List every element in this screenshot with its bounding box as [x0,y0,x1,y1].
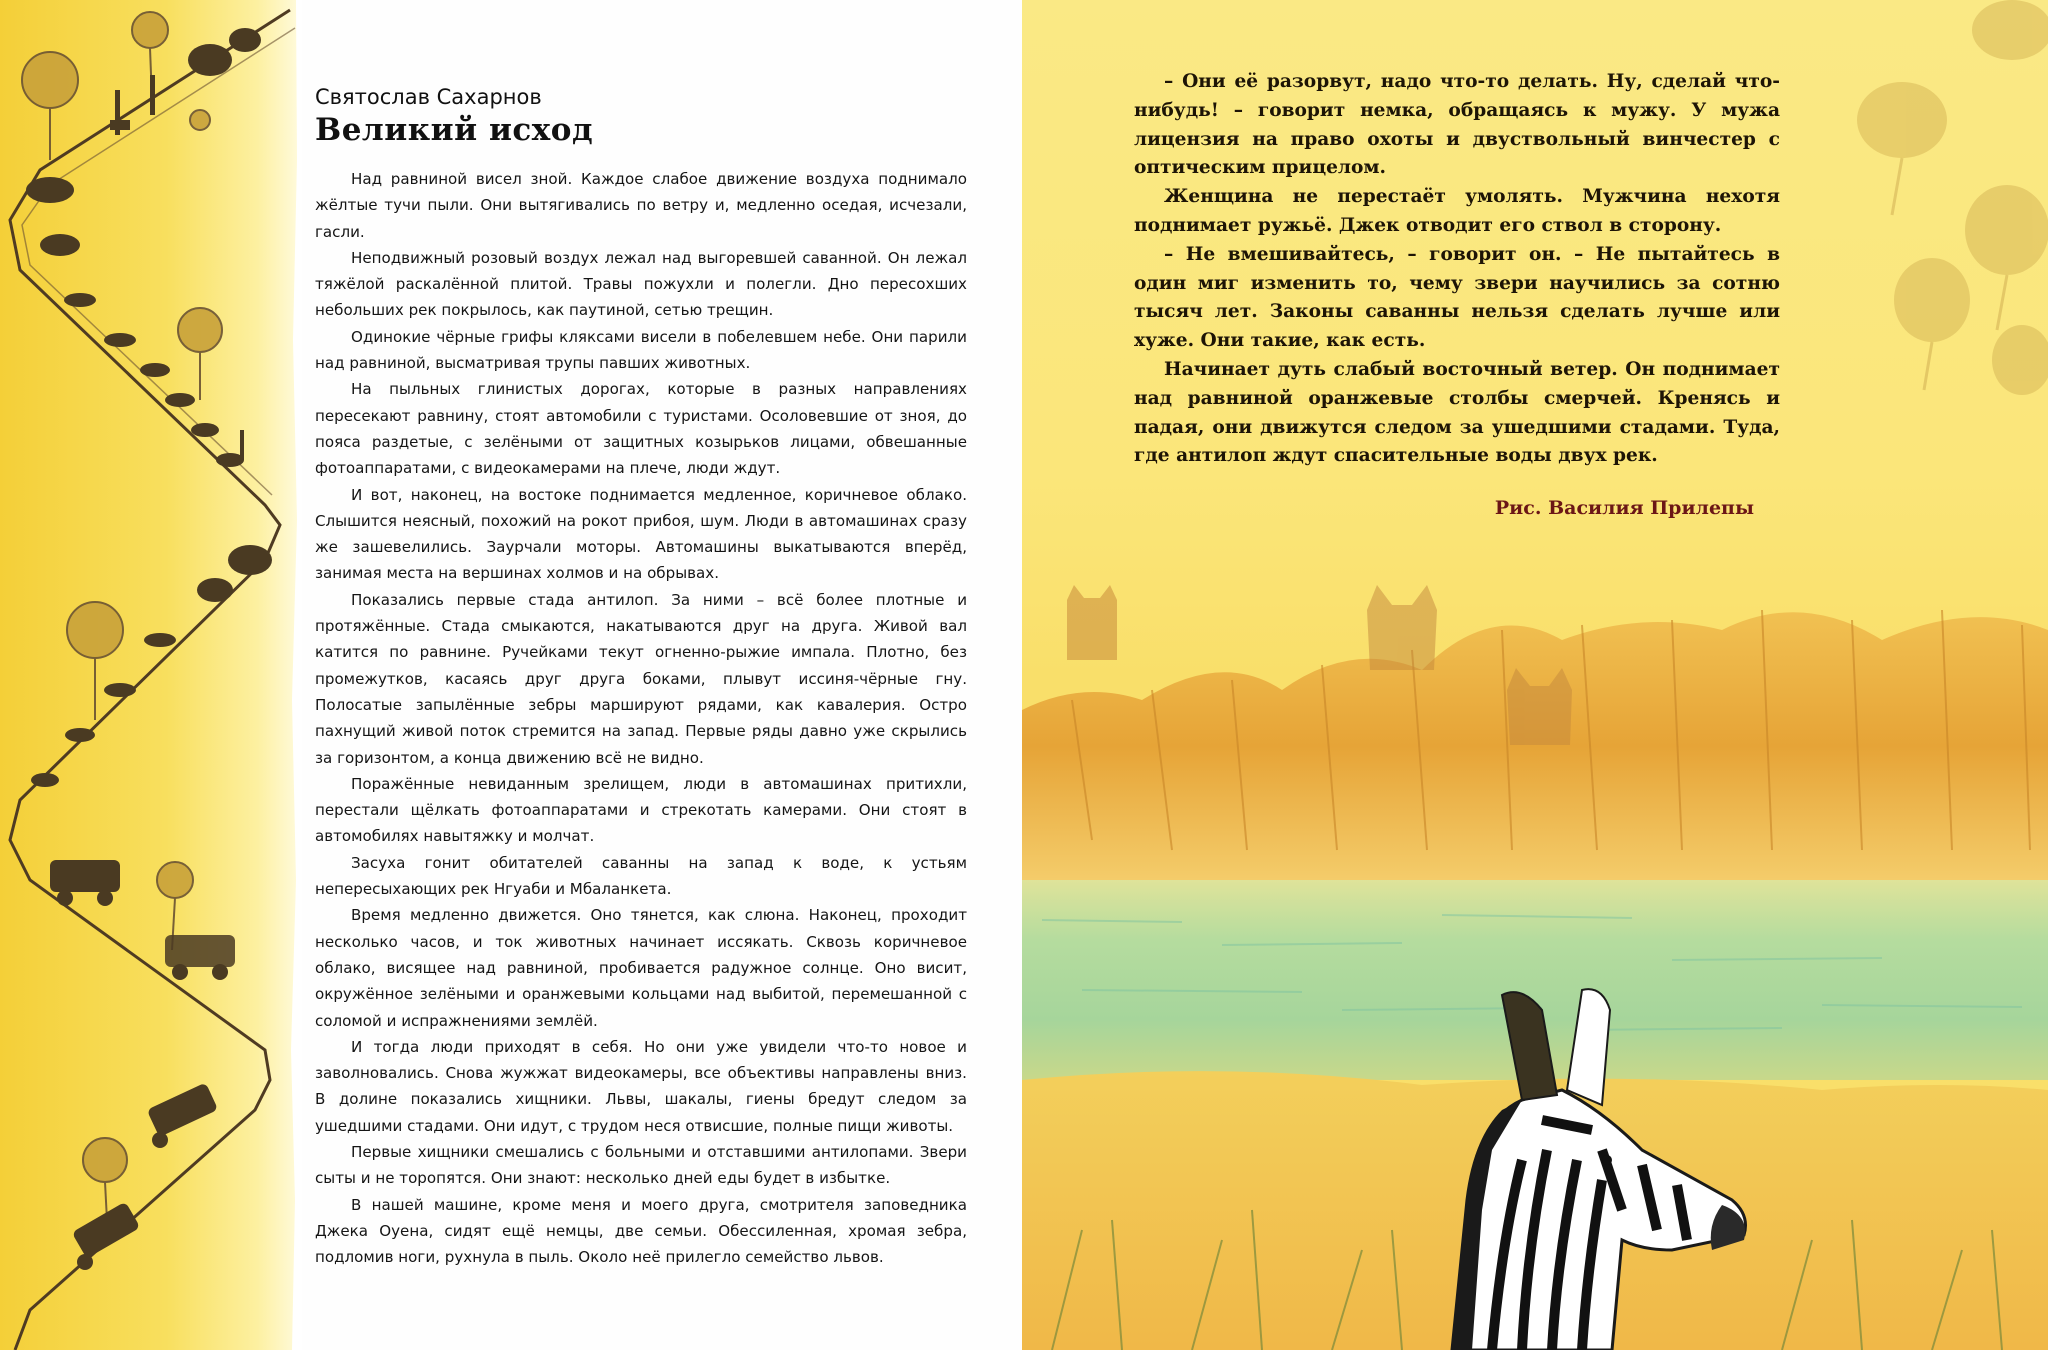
article-text-page [302,0,1022,1350]
elephant-silhouette-icon [188,44,232,76]
jeep-silhouette-icon [165,935,235,967]
continuation-paragraph: – Не вмешивайтесь, – говорит он. – Не пытайтесь в один миг изменить то, чему звери научились за сотню тысяч лет. Законы саванны нельзя сделать лучше или хуже. Они такие, как есть. [1134,243,1780,352]
savanna-migration-illustration [0,0,302,1350]
illustration-page [1022,0,2048,1350]
rhino-silhouette-icon [26,177,74,203]
acacia-tree-icon [22,52,78,108]
article-paragraph: Над равниной висел зной. Каждое слабое движение воздуха поднимало жёлтые тучи пыли. Они вытягивались по ветру и, медленно оседая, исчезали, гасли. [315,170,967,241]
article-title: Великий исход [315,112,594,148]
article-paragraph: Одинокие чёрные грифы кляксами висели в побелевшем небе. Они парили над равниной, высматривая трупы павших животных. [315,327,967,373]
article-paragraph: Первые хищники смешались с больными и отставшими антилопами. Звери сыты и не торопятся. Они знают: несколько дней еды будет в избытке. [315,1142,967,1188]
jeep-silhouette-icon [50,860,120,892]
zebra-eye-icon [1602,1155,1612,1165]
article-paragraph: И тогда люди приходят в себя. Но они уже увидели что-то новое и заволновались. Снова жужжат видеокамеры, все объективы направлены вниз. В долине показались хищники. Львы, шакалы, гиены бредут следом за ушедшими стадами. Они идут, с трудом неся отвисшие, полные пищи животы. [315,1037,967,1135]
article-paragraph: Время медленно движется. Оно тянется, как слюна. Наконец, проходит несколько часов, и ток животных начинает иссякать. Сквозь коричневое облако, висящее над равниной, пробивается радужное солнце. Оно висит, окружённое зелёными и оранжевыми кольцами над выбитой, перемешанной с соломой и испражнениями землёй. [315,906,967,1030]
article-paragraph: Неподвижный розовый воздух лежал над выгоревшей саванной. Он лежал тяжёлой раскалённой плитой. Травы пожухли и полегли. Дно пересохших небольших рек покрылось, как паутиной, сетью трещин. [315,248,967,320]
elephant-silhouette-icon [228,545,272,575]
article-body [315,166,967,1270]
author-name: Святослав Сахарнов [315,85,542,109]
article-paragraph: В нашей машине, кроме меня и моего друга, смотрителя заповедника Джека Оуена, сидят ещё немцы, две семьи. Обессиленная, хромая зебра, подломив ноги, рухнула в пыль. Около неё прилегло семейство львов. [315,1195,967,1267]
article-paragraph: И вот, наконец, на востоке поднимается медленное, коричневое облако. Слышится неясный, похожий на рокот прибоя, шум. Люди в автомашинах сразу же зашевелились. Заурчали моторы. Автомашины выкатываются вперёд, занимая места на вершинах холмов и на обрывах. [315,485,967,583]
acacia-tree-icon [67,602,123,658]
continuation-paragraph: Начинает дуть слабый восточный ветер. Он поднимает над равниной оранжевые столбы смерчей. Кренясь и падая, они движутся следом за ушедшими стадами. Туда, где антилоп ждут спасительные воды двух рек. [1134,358,1780,467]
acacia-tree-icon [132,12,168,48]
article-paragraph: Показались первые стада антилоп. За ними – всё более плотные и протяжённые. Стада смыкаются, накатываются друг на друга. Живой вал катится по равнине. Ручейками текут огненно-рыжие импала. Плотно, без промежутков, касаясь друг друга боками, плывут иссиня-чёрные гну. Полосатые запылённые зебры маршируют рядами, как кавалерия. Остро пахнущий живой поток стремится на запад. Первые ряды давно уже скрылись за горизонтом, а конца движению всё не видно. [315,590,967,767]
article-paragraph: На пыльных глинистых дорогах, которые в разных направлениях пересекают равнину, стоят автомобили с туристами. Осоловевшие от зноя, до пояса раздетые, с зелёными от защитных козырьков лицами, обвешанные фотоаппаратами, с видеокамерами на плече, люди ждут. [315,380,967,478]
acacia-tree-icon [178,308,222,352]
acacia-tree-icon [157,862,193,898]
article-paragraph: Поражённые невиданным зрелищем, люди в автомашинах притихли, перестали щёлкать фотоаппаратами и стрекотать камерами. Они стоят в автомобилях навытяжку и молчат. [315,774,967,846]
continuation-paragraph: Женщина не перестаёт умолять. Мужчина нехотя поднимает ружьё. Джек отводит его ствол в сторону. [1134,186,1780,236]
article-continuation [1134,68,1780,471]
acacia-tree-icon [83,1138,127,1182]
illustrator-credit: Рис. Василия Прилепы [1494,497,1754,519]
continuation-paragraph: – Они её разорвут, надо что-то делать. Ну, сделай что-нибудь! – говорит немка, обращаясь к мужу. У мужа лицензия на право охоты и двуствольный винчестер с оптическим прицелом. [1134,71,1780,179]
left-decorative-illustration [0,0,302,1350]
article-paragraph: Засуха гонит обитателей саванны на запад к воде, к устьям непересыхающих рек Нгуаби и Мбаланкета. [315,853,967,899]
